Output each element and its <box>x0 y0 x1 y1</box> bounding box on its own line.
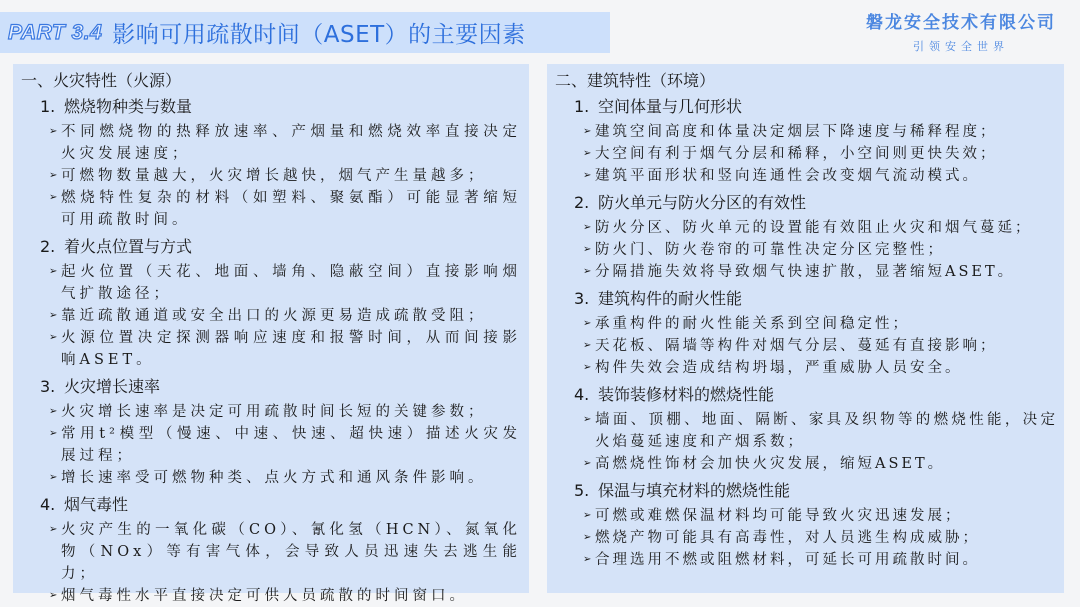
list-item <box>21 261 521 305</box>
section-title <box>40 236 521 258</box>
title-bar <box>0 12 610 53</box>
bullet-text: 大空间有利于烟气分层和稀释，小空间则更快失效； <box>595 146 998 162</box>
section-title-text: 建筑构件的耐火性能 <box>598 289 743 308</box>
bullet-list <box>555 313 1058 379</box>
arrow-bullet-icon: ➢ <box>583 148 592 159</box>
section-number: 3. <box>574 289 590 308</box>
arrow-bullet-icon: ➢ <box>583 554 592 565</box>
bullet-text: 分隔措施失效将导致烟气快速扩散，显著缩短ASET。 <box>595 264 1016 280</box>
list-item <box>555 335 1058 357</box>
section-title <box>574 480 1058 502</box>
bullet-text: 可燃物数量越大，火灾增长越快，烟气产生量越多； <box>61 168 487 184</box>
list-item <box>555 217 1058 239</box>
bullet-text: 烟气毒性水平直接决定可供人员疏散的时间窗口。 <box>61 588 468 604</box>
bullet-list <box>21 261 521 371</box>
bullet-text: 高燃烧性饰材会加快火灾发展，缩短ASET。 <box>595 456 946 472</box>
bullet-text: 构件失效会造成结构坍塌，严重威胁人员安全。 <box>595 360 963 376</box>
section-title-text: 保温与填充材料的燃烧性能 <box>598 481 791 500</box>
arrow-bullet-icon: ➢ <box>583 126 592 137</box>
arrow-bullet-icon: ➢ <box>49 428 58 439</box>
list-item <box>21 467 521 489</box>
arrow-bullet-icon: ➢ <box>49 192 58 203</box>
arrow-bullet-icon: ➢ <box>583 318 592 329</box>
section-title <box>40 494 521 516</box>
bullet-text: 天花板、隔墙等构件对烟气分层、蔓延有直接影响； <box>595 338 998 354</box>
section-number: 1. <box>574 97 590 116</box>
bullet-text: 常用t²模型（慢速、中速、快速、超快速）描述火灾发展过程； <box>61 426 521 464</box>
panel-heading: 二、建筑特性（环境） <box>555 71 716 90</box>
bullet-text: 防火门、防火卷帘的可靠性决定分区完整性； <box>595 242 945 258</box>
list-item <box>21 519 521 585</box>
fire-characteristics-panel <box>13 64 529 604</box>
section-number: 2. <box>574 193 590 212</box>
arrow-bullet-icon: ➢ <box>49 406 58 417</box>
section-title-text: 烟气毒性 <box>64 495 129 514</box>
arrow-bullet-icon: ➢ <box>49 310 58 321</box>
list-item <box>555 239 1058 261</box>
list-item <box>555 143 1058 165</box>
bullet-text: 建筑空间高度和体量决定烟层下降速度与稀释程度； <box>595 124 998 140</box>
list-item <box>21 165 521 187</box>
arrow-bullet-icon: ➢ <box>583 266 592 277</box>
brand-slogan: 引领安全世界 <box>913 40 1009 53</box>
arrow-bullet-icon: ➢ <box>49 126 58 137</box>
list-item <box>555 313 1058 335</box>
list-item <box>21 121 521 165</box>
bullet-text: 火灾产生的一氧化碳（CO）、氰化氢（HCN）、氮氧化物（NOx）等有害气体，会导致人员迅速失去逃生能力； <box>61 522 521 582</box>
section-number: 2. <box>40 237 56 256</box>
section-number: 5. <box>574 481 590 500</box>
arrow-bullet-icon: ➢ <box>583 510 592 521</box>
list-item <box>21 305 521 327</box>
arrow-bullet-icon: ➢ <box>583 340 592 351</box>
arrow-bullet-icon: ➢ <box>49 266 58 277</box>
section-title-text: 空间体量与几何形状 <box>598 97 743 116</box>
list-item <box>555 165 1058 187</box>
arrow-bullet-icon: ➢ <box>49 590 58 601</box>
bullet-text: 可燃或难燃保温材料均可能导致火灾迅速发展； <box>595 508 963 524</box>
list-item <box>21 327 521 371</box>
list-item <box>555 409 1058 453</box>
bullet-text: 承重构件的耐火性能关系到空间稳定性； <box>595 316 910 332</box>
bullet-text: 火灾增长速率是决定可用疏散时间长短的关键参数； <box>61 404 487 420</box>
section-title <box>574 96 1058 118</box>
bullet-text: 建筑平面形状和竖向连通性会改变烟气流动模式。 <box>595 168 980 184</box>
bullet-text: 增长速率受可燃物种类、点火方式和通风条件影响。 <box>61 470 487 486</box>
section-number: 1. <box>40 97 56 116</box>
list-item <box>555 261 1058 283</box>
bullet-text: 靠近疏散通道或安全出口的火源更易造成疏散受阻； <box>61 308 487 324</box>
bullet-list <box>555 121 1058 187</box>
bullet-text: 不同燃烧物的热释放速率、产烟量和燃烧效率直接决定火灾发展速度； <box>61 124 521 162</box>
panel-heading: 一、火灾特性（火源） <box>21 71 182 90</box>
bullet-list <box>555 505 1058 571</box>
bullet-text: 合理选用不燃或阻燃材料，可延长可用疏散时间。 <box>595 552 980 568</box>
arrow-bullet-icon: ➢ <box>49 332 58 343</box>
part-label: PART 3.4 <box>8 20 103 44</box>
list-item <box>21 423 521 467</box>
list-item <box>555 527 1058 549</box>
bullet-list <box>21 519 521 607</box>
brand-name: 磐龙安全技术有限公司 <box>866 13 1056 33</box>
section-title <box>574 288 1058 310</box>
list-item <box>555 505 1058 527</box>
arrow-bullet-icon: ➢ <box>583 414 592 425</box>
section-title-text: 着火点位置与方式 <box>64 237 193 256</box>
list-item <box>555 357 1058 379</box>
bullet-text: 墙面、顶棚、地面、隔断、家具及织物等的燃烧性能，决定火焰蔓延速度和产烟系数； <box>595 412 1058 450</box>
brand-logo <box>866 8 1056 54</box>
arrow-bullet-icon: ➢ <box>583 362 592 373</box>
building-characteristics-panel <box>547 64 1064 593</box>
list-item <box>555 549 1058 571</box>
bullet-text: 燃烧特性复杂的材料（如塑料、聚氨酯）可能显著缩短可用疏散时间。 <box>61 190 521 228</box>
section-title <box>574 192 1058 214</box>
bullet-list <box>21 401 521 489</box>
arrow-bullet-icon: ➢ <box>583 244 592 255</box>
bullet-list <box>21 121 521 231</box>
bullet-list <box>555 409 1058 475</box>
list-item <box>555 121 1058 143</box>
section-title <box>40 96 521 118</box>
arrow-bullet-icon: ➢ <box>583 222 592 233</box>
list-item <box>21 585 521 607</box>
bullet-text: 起火位置（天花、地面、墙角、隐蔽空间）直接影响烟气扩散途径； <box>61 264 521 302</box>
section-number: 3. <box>40 377 56 396</box>
arrow-bullet-icon: ➢ <box>49 170 58 181</box>
section-title <box>40 376 521 398</box>
arrow-bullet-icon: ➢ <box>583 170 592 181</box>
section-title-text: 防火单元与防火分区的有效性 <box>598 193 807 212</box>
section-title-text: 燃烧物种类与数量 <box>64 97 193 116</box>
bullet-text: 火源位置决定探测器响应速度和报警时间，从而间接影响ASET。 <box>61 330 521 368</box>
section-title-text: 火灾增长速率 <box>64 377 161 396</box>
arrow-bullet-icon: ➢ <box>49 472 58 483</box>
bullet-list <box>555 217 1058 283</box>
list-item <box>21 401 521 423</box>
arrow-bullet-icon: ➢ <box>583 532 592 543</box>
section-number: 4. <box>40 495 56 514</box>
section-title <box>574 384 1058 406</box>
arrow-bullet-icon: ➢ <box>583 458 592 469</box>
section-number: 4. <box>574 385 590 404</box>
section-title-text: 装饰装修材料的燃烧性能 <box>598 385 775 404</box>
bullet-text: 防火分区、防火单元的设置能有效阻止火灾和烟气蔓延； <box>595 220 1033 236</box>
list-item <box>21 187 521 231</box>
bullet-text: 燃烧产物可能具有高毒性，对人员逃生构成威胁； <box>595 530 980 546</box>
page-title: 影响可用疏散时间（ASET）的主要因素 <box>112 22 526 48</box>
arrow-bullet-icon: ➢ <box>49 524 58 535</box>
list-item <box>555 453 1058 475</box>
